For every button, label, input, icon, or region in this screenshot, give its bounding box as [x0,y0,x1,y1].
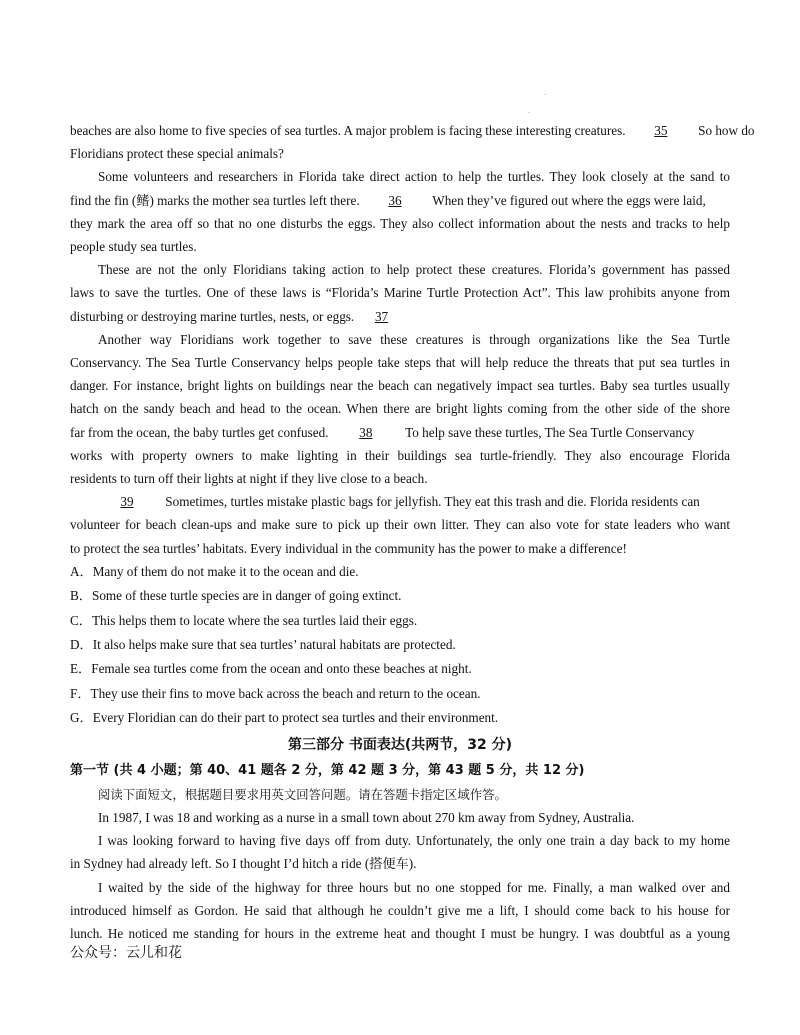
option-f: F．They use their fins to move back across the beach and return to the ocean. [70,685,481,701]
text-line: laws to save the turtles. One of these laws is “Florida’s Marine Turtle Protection Act”. This law prohibits anyone from [70,285,730,301]
passage-text: beaches are also home to five species of sea turtles. A major problem is facing these interesting creatures. [70,123,626,138]
text-line: introduced himself as Gordon. He said that although he couldn’t give me a lift, I should come back to his house for [70,902,730,918]
text-line: people study sea turtles. [70,239,197,255]
blank-36: 36 [388,192,402,208]
instruction: 阅读下面短文，根据题目要求用英文回答问题。请在答题卡指定区域作答。 [98,786,507,802]
passage-text: So how do [698,123,755,138]
text-line [70,119,755,142]
passage-text: Sometimes, turtles mistake plastic bags for jellyfish. They eat this trash and die. Florida residents can [165,494,700,510]
blank-38: 38 [359,424,373,440]
text-line: volunteer for beach clean-ups and make sure to pick up their own litter. They can also vote for state leaders who want [70,517,730,533]
option-b: B．Some of these turtle species are in danger of going extinct. [70,588,402,604]
text-line: Some volunteers and researchers in Florida take direct action to help the turtles. They look closely at the sand to [98,169,730,185]
text-line: In 1987, I was 18 and working as a nurse in a small town about 270 km away from Sydney, Australia. [98,809,635,825]
blank-37: 37 [374,308,389,324]
text-line [70,305,730,328]
text-line: they mark the area off so that no one disturbs the eggs. They also collect information about the nests and tracks to help [70,215,730,231]
sub-section-title: 第一节 (共 4 小题；第 40、41 题各 2 分，第 42 题 3 分，第 43 题 5 分，共 12 分) [70,762,585,778]
text-line: I waited by the side of the highway for three hours but no one stopped for me. Finally, a man walked over and [98,879,730,895]
text-line: lunch. He noticed me standing for hours in the extreme heat and thought I must be hungry. I was doubtful as a young [70,925,730,941]
text-line: works with property owners to make lighting in their buildings sea turtle-friendly. They also encourage Florida [70,447,730,463]
text-line: Another way Floridians work together to save these creatures is through organizations like the Sea Turtle [98,331,730,347]
section-title: 第三部分 书面表达(共两节，32 分) [287,736,513,753]
scan-mark: . [528,106,530,115]
footer-watermark: 公众号：云儿和花 [70,945,182,961]
text-line: to protect the sea turtles’ habitats. Every individual in the community has the power to make a difference! [70,540,627,556]
text-line: Conservancy. The Sea Turtle Conservancy helps people take steps that will help reduce the threats that put sea turtles in [70,355,730,371]
text-line [70,421,730,444]
text-line: Floridians protect these special animals? [70,146,284,162]
passage-text: When they’ve figured out where the eggs were laid, [432,192,706,208]
text-line: These are not the only Floridians taking action to help protect these creatures. Florida’s government has passed [98,262,730,278]
option-e: E．Female sea turtles come from the ocean and onto these beaches at night. [70,661,472,677]
text-line: residents to turn off their lights at night if they live close to a beach. [70,471,428,487]
blank-39: 39 [120,494,134,510]
text-line [70,189,730,212]
text-line [70,490,730,513]
passage-text: disturbing or destroying marine turtles, nests, or eggs. [70,308,355,324]
text-line: hatch on the sandy beach and head to the ocean. When there are bright lights coming from the other side of the shore [70,401,730,417]
passage-text: find the fin (鳍) marks the mother sea turtles left there. [70,192,360,208]
option-d: D．It also helps make sure that sea turtles’ natural habitats are protected. [70,637,456,653]
passage-text: To help save these turtles, The Sea Turtle Conservancy [405,424,695,440]
scan-mark: . [544,88,546,97]
text-line: danger. For instance, bright lights on buildings near the beach can negatively impact sea turtles. Baby sea turtles usually [70,378,730,394]
option-g: G．Every Floridian can do their part to protect sea turtles and their environment. [70,710,499,726]
text-line: in Sydney had already left. So I thought I’d hitch a ride (搭便车). [70,856,417,872]
option-a: A．Many of them do not make it to the ocean and die. [70,563,359,579]
passage-text: far from the ocean, the baby turtles get confused. [70,424,329,440]
document-page [70,119,755,945]
option-c: C．This helps them to locate where the sea turtles laid their eggs. [70,612,418,628]
blank-35: 35 [654,123,668,138]
text-line: I was looking forward to having five days off from duty. Unfortunately, the only one train a day back to my home [98,833,730,849]
